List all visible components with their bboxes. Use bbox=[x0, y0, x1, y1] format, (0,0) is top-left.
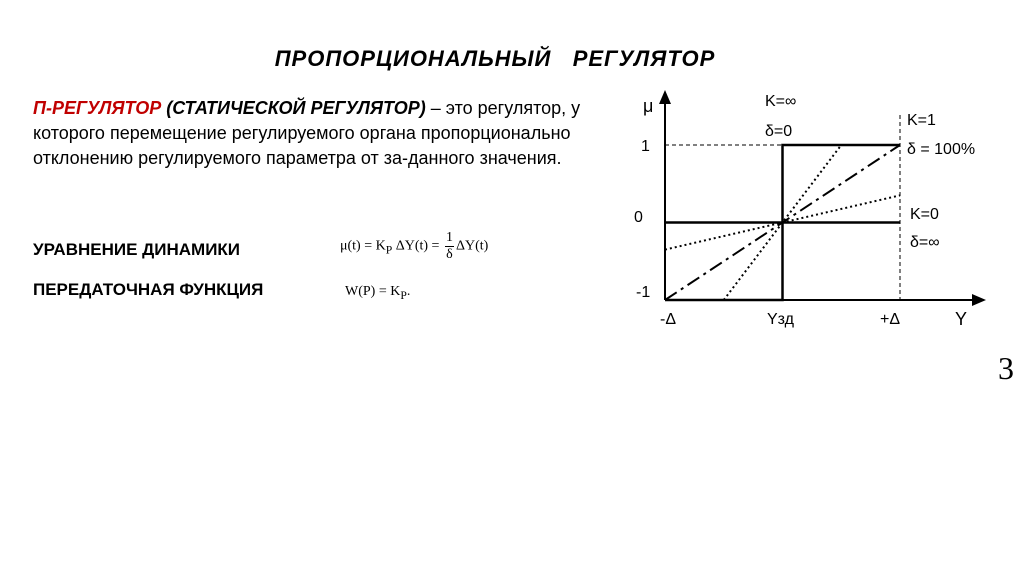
annot-k0: K=0 bbox=[910, 206, 939, 223]
dyn-frac-den: δ bbox=[446, 247, 453, 262]
y-tick-minus1: -1 bbox=[636, 284, 651, 301]
dyn-lhs: μ(t) = K bbox=[340, 238, 386, 254]
definition-body: – это регулятор, у которого перемещение регулируемого органа пропорционально отклонению регулируемого параметра от за-данного значения. bbox=[33, 98, 581, 168]
tf-sub: P bbox=[400, 288, 407, 302]
dyn-lhs-sub: P bbox=[385, 243, 393, 257]
annot-k1-delta: δ = 100% bbox=[907, 141, 976, 158]
x-tick-yzd: Yзд bbox=[767, 311, 794, 328]
x-tick-minus-delta: -Δ bbox=[660, 311, 677, 328]
annot-k1: K=1 bbox=[907, 112, 936, 129]
annot-k0-delta: δ=∞ bbox=[910, 234, 940, 251]
definition-term-paren: (СТАТИЧЕСКОЙ РЕГУЛЯТОР) bbox=[166, 98, 426, 118]
annot-kinf-delta: δ=0 bbox=[765, 123, 793, 140]
transfer-function-label: ПЕРЕДАТОЧНАЯ ФУНКЦИЯ bbox=[33, 280, 264, 299]
dynamics-equation-label: УРАВНЕНИЕ ДИНАМИКИ bbox=[33, 240, 241, 259]
dyn-frac-num: 1 bbox=[445, 230, 453, 245]
slide-number: 3 bbox=[998, 350, 1014, 386]
x-axis-arrow bbox=[972, 294, 986, 306]
y-axis-arrow bbox=[659, 90, 671, 104]
tf-tail: . bbox=[406, 284, 411, 299]
y-axis-label: μ bbox=[643, 96, 654, 116]
slide-title: ПРОПОРЦИОНАЛЬНЫЙ РЕГУЛЯТОР bbox=[274, 46, 716, 71]
series-layer bbox=[665, 145, 900, 300]
dyn-mid: ΔY(t) = bbox=[392, 238, 443, 254]
y-tick-0: 0 bbox=[634, 209, 643, 226]
definition-term: П-РЕГУЛЯТОР bbox=[33, 98, 162, 118]
y-tick-1: 1 bbox=[641, 138, 650, 155]
tf-text: W(P) = K bbox=[345, 284, 401, 299]
x-axis-label: Y bbox=[955, 309, 968, 329]
dyn-rhs: ΔY(t) bbox=[455, 238, 489, 254]
x-tick-plus-delta: +Δ bbox=[880, 311, 901, 328]
annot-kinf: K=∞ bbox=[765, 93, 797, 110]
